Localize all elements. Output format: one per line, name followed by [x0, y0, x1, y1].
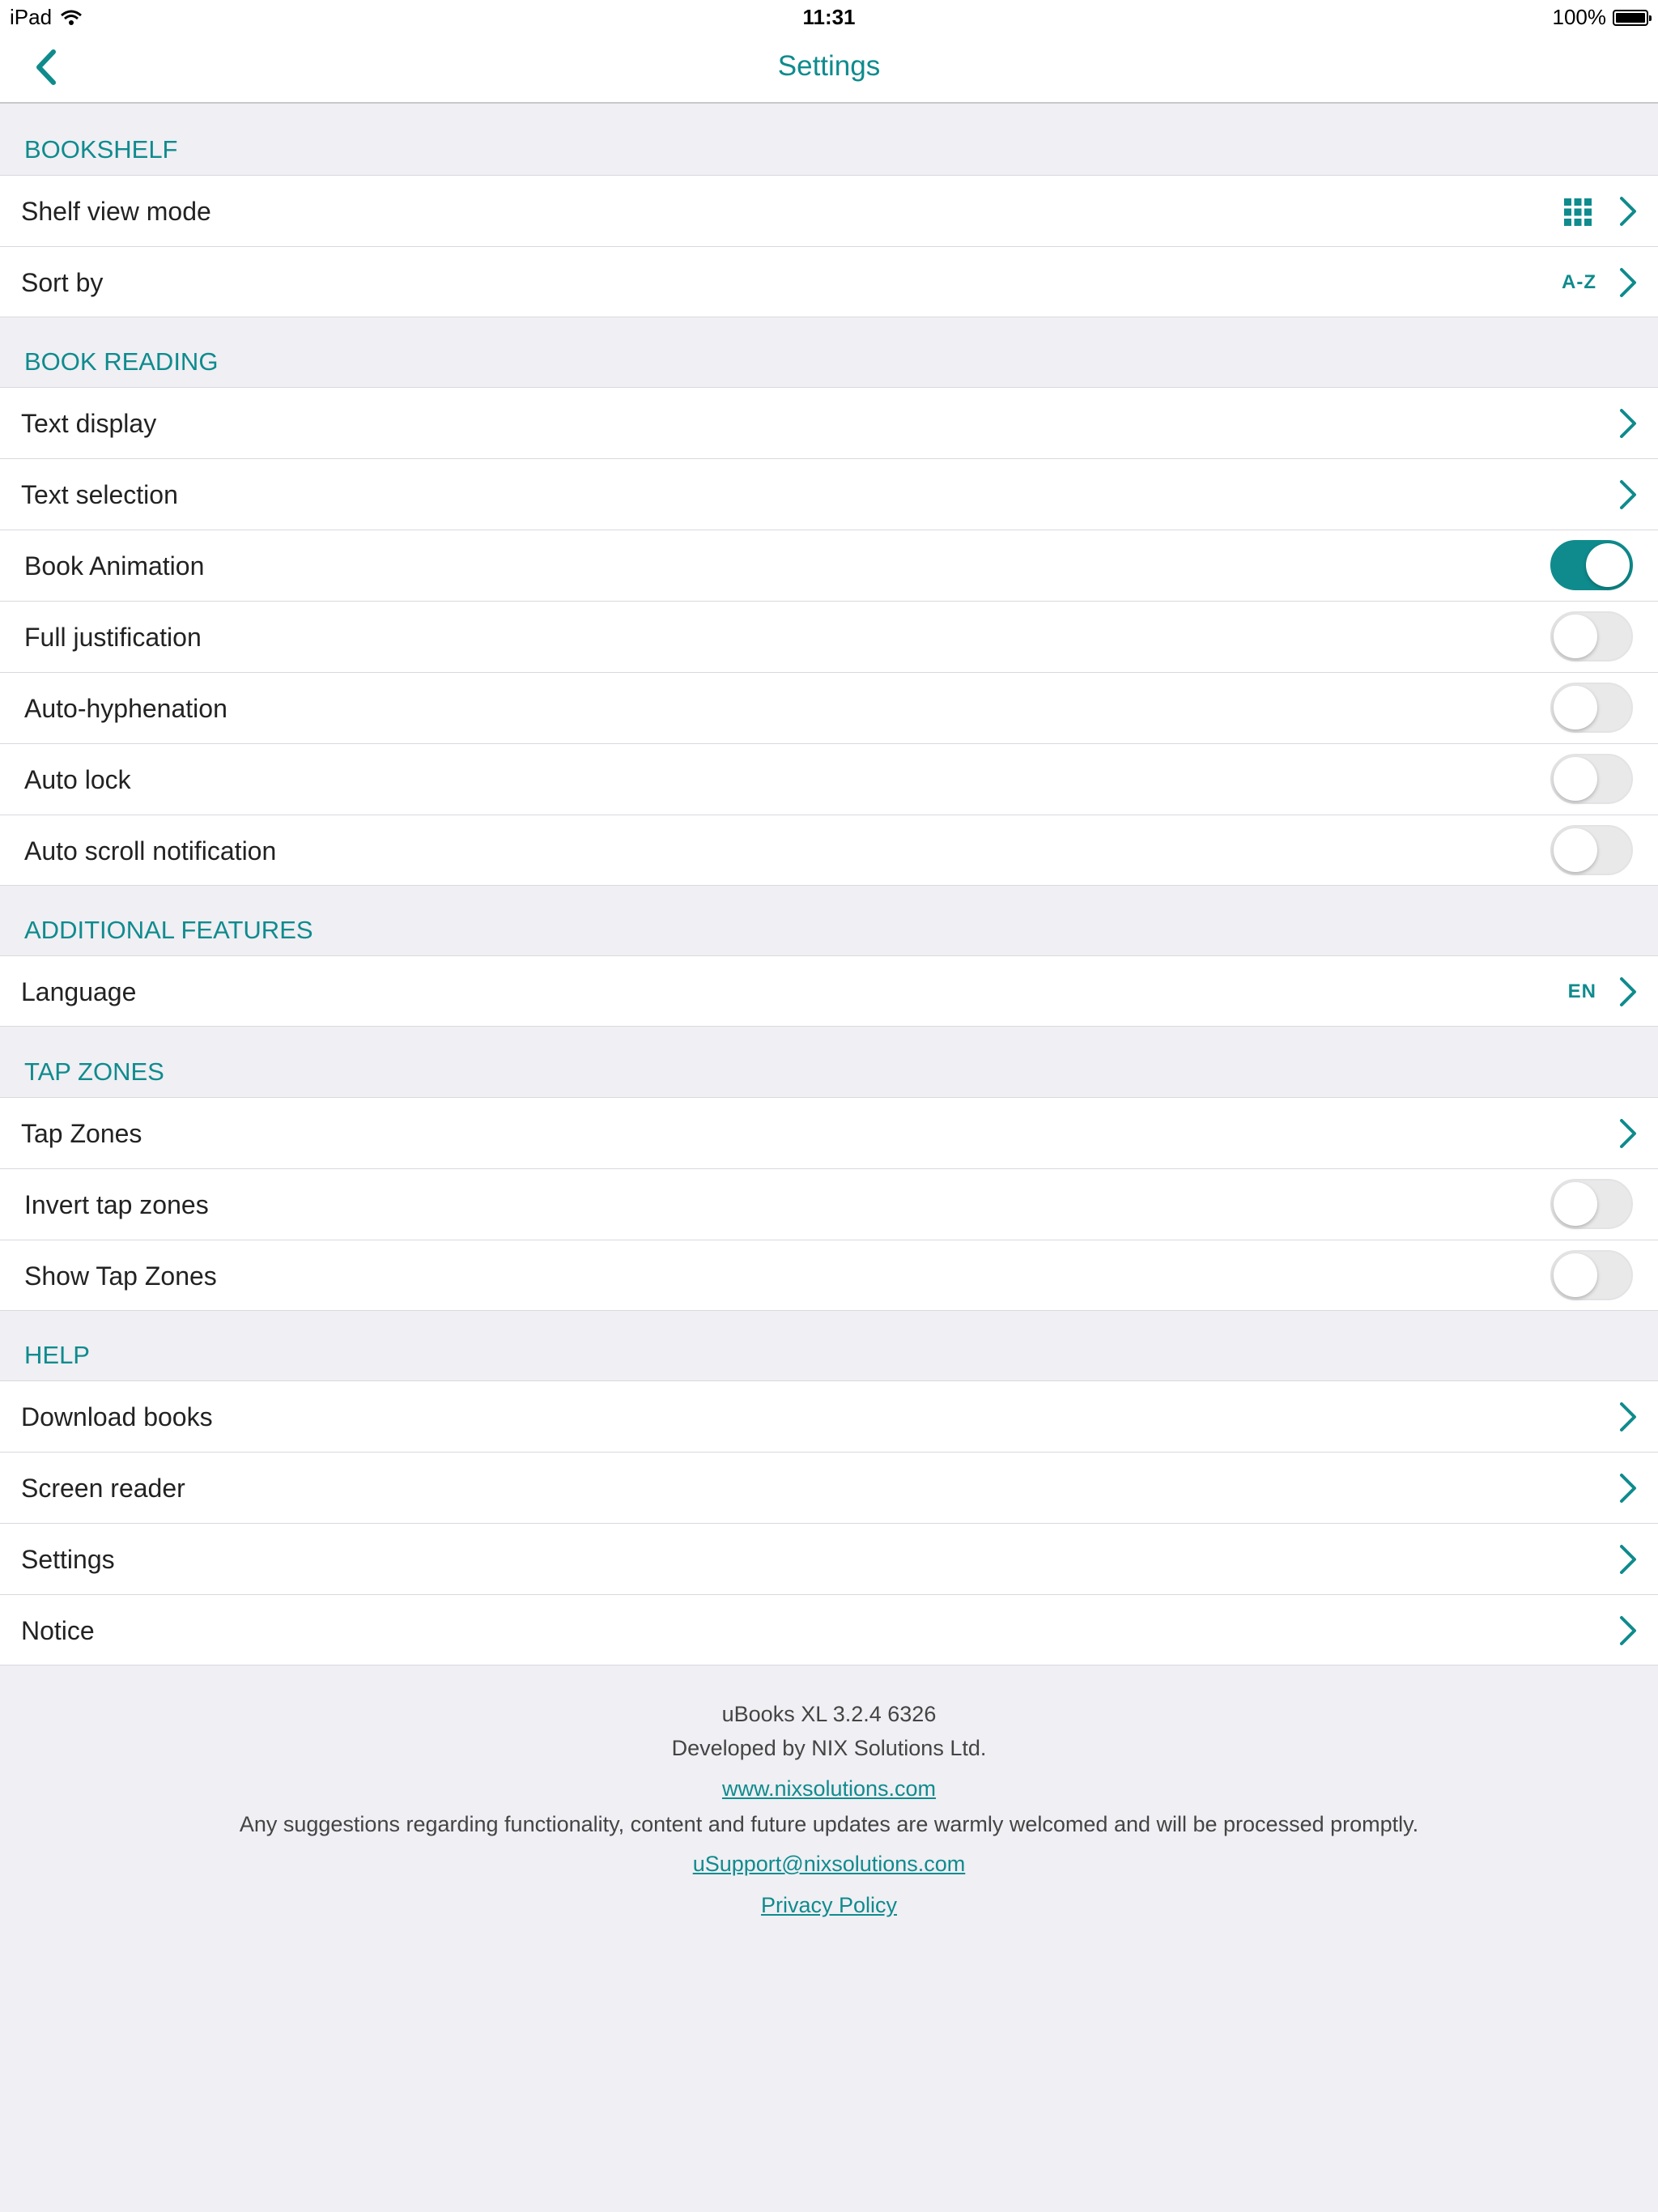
sort-value: A-Z: [1562, 271, 1596, 293]
show-tap-zones-toggle[interactable]: [1550, 1250, 1633, 1300]
section-header-tap-zones: TAP ZONES: [24, 1057, 164, 1086]
row-label: Notice: [21, 1616, 95, 1645]
chevron-right-icon: [1618, 1543, 1639, 1576]
row-auto-lock: [0, 743, 1658, 815]
toggle-knob: [1554, 757, 1597, 801]
row-label: Book Animation: [24, 551, 205, 581]
auto-hyphenation-toggle[interactable]: [1550, 683, 1633, 733]
chevron-right-icon: [1618, 1614, 1639, 1647]
toggle-knob: [1554, 828, 1597, 872]
row-label: Invert tap zones: [24, 1190, 209, 1219]
chevron-right-icon: [1618, 195, 1639, 228]
auto-lock-toggle[interactable]: [1550, 754, 1633, 804]
row-book-animation: [0, 530, 1658, 601]
row-label: Show Tap Zones: [24, 1261, 217, 1291]
row-label: Download books: [21, 1402, 213, 1431]
toggle-knob: [1554, 1182, 1597, 1226]
status-bar: [0, 0, 1658, 34]
chevron-right-icon: [1618, 479, 1639, 511]
row-label: Sort by: [21, 268, 104, 297]
row-text-display[interactable]: [0, 387, 1658, 458]
row-language[interactable]: [0, 955, 1658, 1027]
full-justification-toggle[interactable]: [1550, 611, 1633, 661]
navigation-bar: [0, 34, 1658, 104]
device-label: iPad: [10, 5, 53, 29]
developer-credit: Developed by NIX Solutions Ltd.: [671, 1736, 987, 1760]
toggle-knob: [1586, 543, 1630, 587]
row-notice[interactable]: [0, 1594, 1658, 1665]
row-auto-hyphenation: [0, 672, 1658, 743]
section-header-help: HELP: [24, 1341, 90, 1369]
row-label: Auto lock: [24, 765, 131, 794]
section-header-book-reading: BOOK READING: [24, 347, 219, 376]
website-link[interactable]: www.nixsolutions.com: [721, 1776, 937, 1801]
section-header-bookshelf: BOOKSHELF: [24, 135, 178, 164]
support-email-link[interactable]: uSupport@nixsolutions.com: [692, 1852, 966, 1876]
row-text-selection[interactable]: [0, 458, 1658, 530]
battery-icon: [1613, 10, 1648, 26]
chevron-right-icon: [1618, 1117, 1639, 1150]
status-time: 11:31: [802, 5, 856, 29]
chevron-right-icon: [1618, 1401, 1639, 1433]
row-label: Shelf view mode: [21, 197, 211, 226]
row-label: Auto scroll notification: [24, 836, 277, 866]
grid-view-icon: [1564, 198, 1592, 226]
toggle-knob: [1554, 686, 1597, 730]
row-tap-zones[interactable]: [0, 1097, 1658, 1168]
row-label: Auto-hyphenation: [24, 694, 227, 723]
row-label: Language: [21, 977, 137, 1006]
row-label: Tap Zones: [21, 1119, 142, 1148]
row-label: Text display: [21, 409, 157, 438]
row-label: Settings: [21, 1545, 115, 1574]
section-header-additional-features: ADDITIONAL FEATURES: [24, 916, 313, 944]
invert-tap-zones-toggle[interactable]: [1550, 1179, 1633, 1229]
row-invert-tap-zones: [0, 1168, 1658, 1240]
row-label: Text selection: [21, 480, 178, 509]
row-show-tap-zones: [0, 1240, 1658, 1311]
privacy-policy-link[interactable]: Privacy Policy: [760, 1893, 898, 1917]
row-label: Screen reader: [21, 1474, 185, 1503]
row-shelf-view-mode[interactable]: [0, 175, 1658, 246]
row-full-justification: [0, 601, 1658, 672]
suggestions-text: Any suggestions regarding functionality, content and future updates are warmly welcomed and will be processed promptly.: [239, 1812, 1419, 1836]
row-help-settings[interactable]: [0, 1523, 1658, 1594]
row-label: Full justification: [24, 623, 202, 652]
toggle-knob: [1554, 615, 1597, 658]
chevron-right-icon: [1618, 407, 1639, 440]
page-title: Settings: [777, 50, 881, 82]
toggle-knob: [1554, 1253, 1597, 1297]
app-version: uBooks XL 3.2.4 6326: [721, 1702, 937, 1726]
chevron-right-icon: [1618, 1472, 1639, 1504]
language-value: EN: [1567, 981, 1596, 1002]
battery-percent: 100%: [1552, 5, 1606, 29]
row-screen-reader[interactable]: [0, 1452, 1658, 1523]
row-download-books[interactable]: [0, 1380, 1658, 1452]
status-right: [1553, 5, 1649, 30]
book-animation-toggle[interactable]: [1550, 540, 1633, 590]
chevron-right-icon: [1618, 976, 1639, 1008]
auto-scroll-toggle[interactable]: [1550, 825, 1633, 875]
chevron-right-icon: [1618, 266, 1639, 299]
row-sort-by[interactable]: [0, 246, 1658, 317]
row-auto-scroll-notification: [0, 815, 1658, 886]
